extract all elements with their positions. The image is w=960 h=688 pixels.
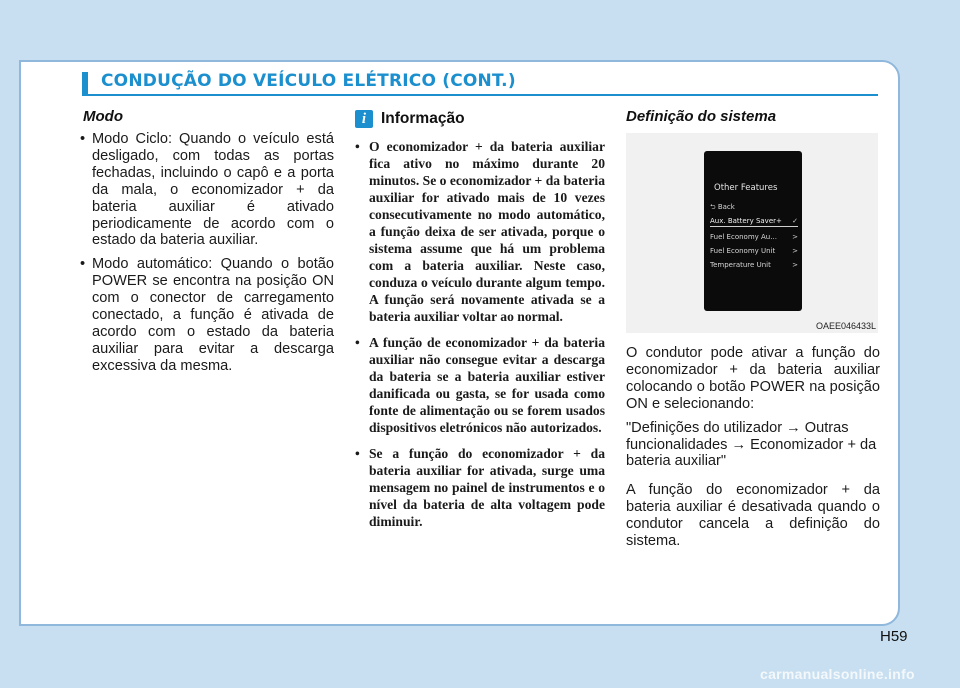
header-accent-bar [82,72,88,94]
screen-menu-item-selected [710,217,798,227]
list-item: • O economizador + da bateria auxiliar fica ativo no máximo durante 20 minutos. Se o economizador + da bateria auxiliar for ativado mais de 10 vezes consecutivamente no modo automático, a função deixa de ser ativada, porque o sistema assume que há um problema com a bateria auxiliar. Neste caso, conduza o veículo durante algum tempo. A função será novamente ativada se a bateria auxiliar voltar ao normal. [355,138,605,325]
screen-menu-label: Fuel Economy Au... [710,233,777,241]
screen-menu-label: Temperature Unit [710,261,771,269]
page-number: H59 [880,628,908,645]
screen-menu-item [710,233,798,241]
screen-title: Other Features [714,183,778,193]
screen-back-row [710,203,798,214]
list-item: • A função de economizador + da bateria auxiliar não consegue evitar a descarga da bateria se a bateria auxiliar estiver danificada ou gasta, se for usada como fonte de alimentação ou se forem usados dispositivos eletrónicos não autorizados. [355,334,605,436]
body-paragraph: A função do economizador + da bateria auxiliar é desativada quando o condutor cancela a definição do sistema. [626,482,880,550]
column-system-setting [626,108,880,550]
chevron-right-icon: > [792,233,798,241]
column-information [355,110,605,539]
settings-path: "Definições do utilizador → Outras funcionalidades → Economizador + da bateria auxiliar" [626,419,877,470]
chevron-right-icon: > [792,247,798,255]
list-item: • Modo Ciclo: Quando o veículo está desligado, com todas as portas fechadas, incluindo o capô e a porta da mala, o economizador + da bateria auxiliar é ativado periodicamente de acordo com o estado da bateria auxiliar. [80,131,334,249]
info-bullet-list [355,138,605,530]
body-paragraph: O condutor pode ativar a função do economizador + da bateria auxiliar colocando o botão POWER na posição ON e selecionando: [626,345,880,412]
screen-back-label: Back [717,203,735,211]
column-mode [80,108,334,382]
screen-menu-label: Fuel Economy Unit [710,247,776,255]
screen-menu-item [710,247,798,255]
info-title: Informação [381,110,465,127]
list-item: • Modo automático: Quando o botão POWER se encontra na posição ON com o conector de carregamento conectado, a função é ativada de acordo com o estado da bateria auxiliar para evitar a descarga excessiva da mesma. [80,256,334,374]
screen-menu-label: Aux. Battery Saver+ [710,217,782,225]
mode-bullet-list [80,131,334,375]
system-subtitle: Definição do sistema [626,108,777,125]
list-item: • Se a função do economizador + da bateria auxiliar for ativada, surge uma mensagem no painel de instrumentos e o nível da bateria de alta voltagem pode diminuir. [355,445,605,530]
back-arrow-icon: ⮌ [710,203,716,211]
instrument-screen [704,151,802,311]
display-figure [626,133,878,333]
screen-menu-item [710,261,798,269]
watermark[interactable]: carmanualsonline.info [760,666,915,682]
header-rule [82,94,878,96]
mode-subtitle: Modo [83,108,123,125]
chevron-right-icon: > [792,261,798,269]
checkmark-icon: ✓ [792,217,798,225]
info-icon: i [355,110,373,128]
section-title: CONDUÇÃO DO VEÍCULO ELÉTRICO (CONT.) [101,71,516,91]
info-header [355,110,605,128]
figure-code: OAEE046433L [815,321,876,331]
